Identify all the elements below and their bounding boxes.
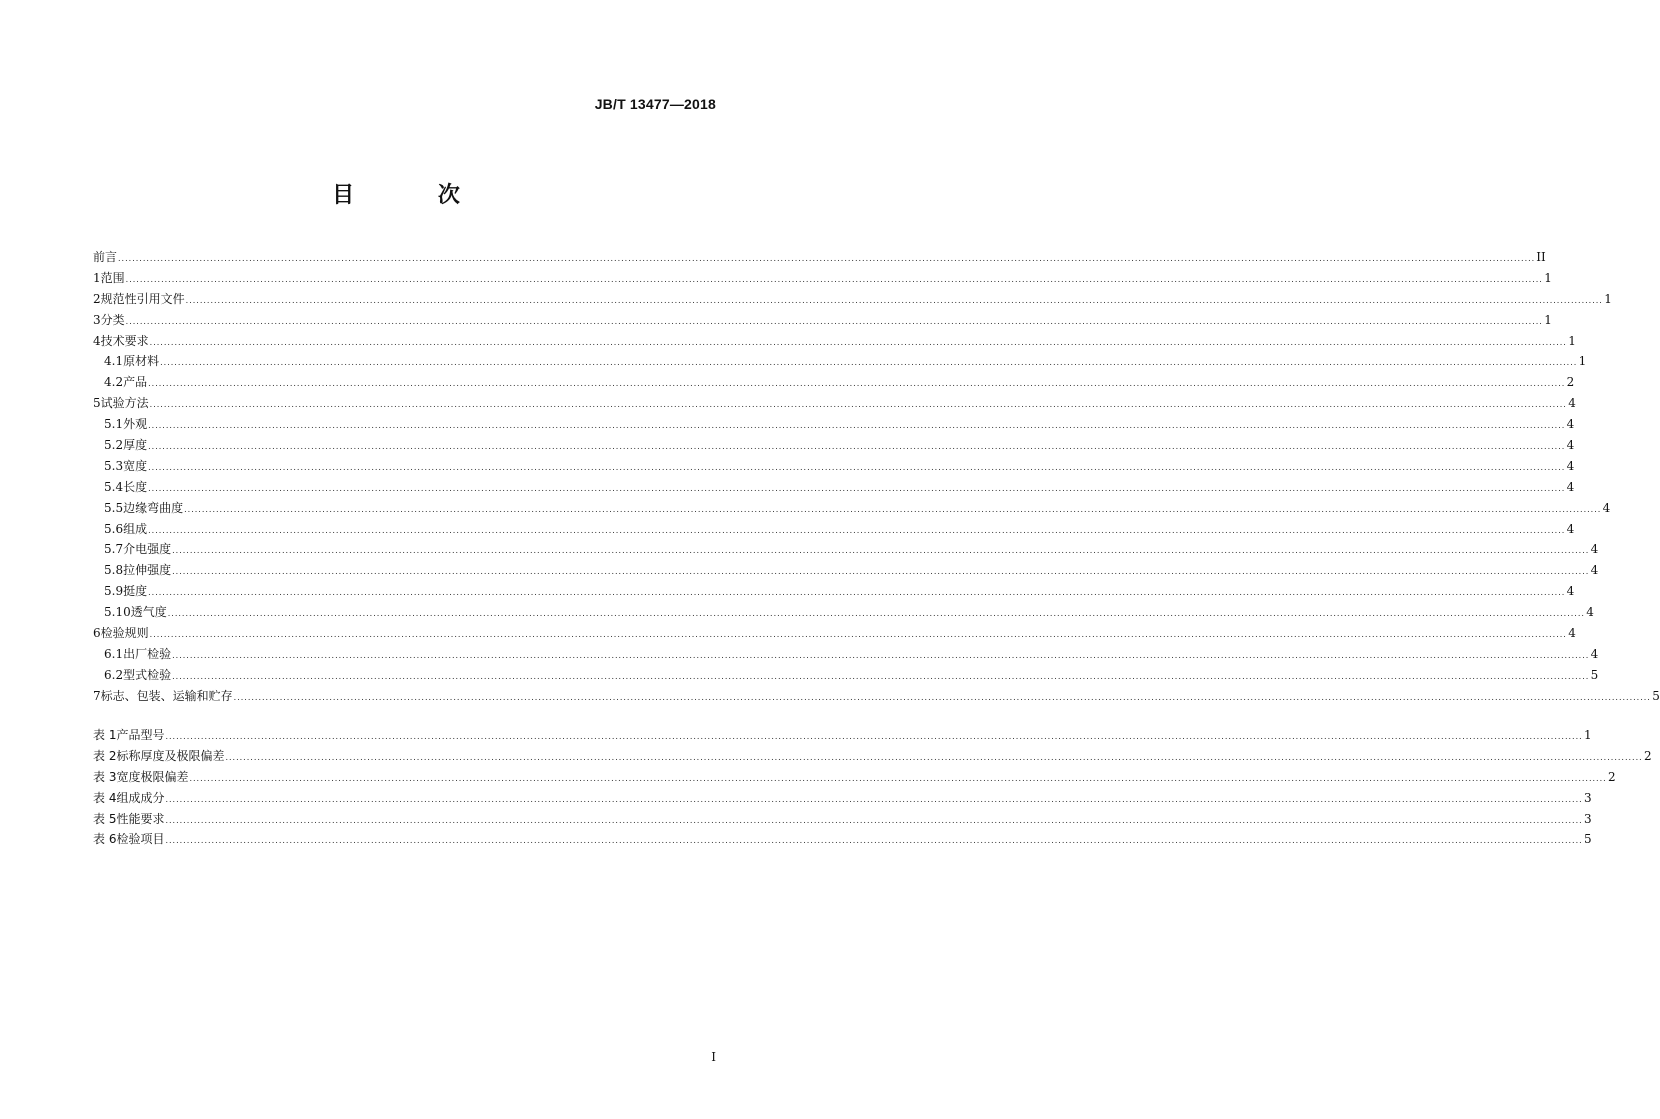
toc-entry-page: 5	[1590, 667, 1599, 682]
list-of-tables	[93, 725, 1652, 850]
dot-leader: ................................................................................................................................................................................................................................................................................................................................................................................................................	[172, 567, 1590, 577]
toc-entry-page: 4	[1602, 500, 1611, 515]
dot-leader: ................................................................................................................................................................................................................................................................................................................................................................................................................	[189, 773, 1607, 783]
toc-entry-number: 表 3	[93, 769, 117, 784]
toc-entry-number: 5.1	[104, 417, 124, 432]
toc-entry[interactable]	[93, 602, 1594, 623]
dot-leader: ................................................................................................................................................................................................................................................................................................................................................................................................................	[148, 525, 1566, 535]
toc-entry-page: 4	[1568, 396, 1576, 411]
toc-entry-page: 4	[1566, 521, 1575, 536]
toc-entry-number: 2	[93, 291, 101, 306]
dot-leader: ................................................................................................................................................................................................................................................................................................................................................................................................................	[225, 752, 1643, 762]
toc-entry-page: 4	[1566, 417, 1575, 432]
dot-leader: ................................................................................................................................................................................................................................................................................................................................................................................................................	[184, 504, 1602, 514]
toc-entry-page: 4	[1590, 542, 1599, 557]
toc-entry[interactable]	[93, 809, 1592, 830]
toc-entry-number: 4.2	[104, 375, 124, 390]
toc-entry-label: 分类	[100, 312, 125, 327]
dot-leader: ................................................................................................................................................................................................................................................................................................................................................................................................................	[165, 815, 1583, 825]
toc-entry[interactable]	[93, 372, 1575, 393]
toc-entry[interactable]	[93, 539, 1599, 560]
dot-leader: ................................................................................................................................................................................................................................................................................................................................................................................................................	[148, 588, 1566, 598]
dot-leader: ................................................................................................................................................................................................................................................................................................................................................................................................................	[165, 836, 1583, 846]
toc-entry-label: 组成成分	[116, 790, 165, 805]
toc-entry-label: 产品型号	[116, 728, 165, 742]
dot-leader: ................................................................................................................................................................................................................................................................................................................................................................................................................	[148, 442, 1566, 452]
toc-entry-label: 透气度	[130, 605, 167, 620]
dot-leader: ................................................................................................................................................................................................................................................................................................................................................................................................................	[165, 732, 1583, 741]
toc-entry-label: 性能要求	[116, 811, 165, 826]
toc-entry-page: 1	[1604, 291, 1612, 306]
toc-entry-number: 6.2	[104, 667, 124, 682]
toc-entry-number: 4	[93, 333, 101, 348]
standard-code: JB/T 13477—2018	[594, 96, 716, 112]
toc-entry[interactable]	[93, 725, 1592, 746]
toc-entry-page: 4	[1590, 646, 1599, 661]
dot-leader: ................................................................................................................................................................................................................................................................................................................................................................................................................	[118, 254, 1536, 263]
toc-entry-page: 1	[1568, 333, 1576, 348]
toc-entry-number: 5.9	[104, 584, 124, 599]
dot-leader: ................................................................................................................................................................................................................................................................................................................................................................................................................	[148, 462, 1566, 472]
toc-entry-page: 4	[1568, 626, 1576, 641]
toc-entry[interactable]	[93, 665, 1599, 686]
toc-entry-number: 表 2	[93, 748, 117, 763]
toc-entry-label: 拉伸强度	[123, 563, 172, 578]
toc-entry-number: 5.6	[104, 521, 124, 536]
toc-entry-page: 4	[1566, 479, 1575, 494]
dot-leader: ................................................................................................................................................................................................................................................................................................................................................................................................................	[125, 316, 1543, 326]
toc-entry[interactable]	[93, 289, 1612, 310]
toc-entry-page: 4	[1566, 458, 1575, 473]
toc-entry-label: 型式检验	[123, 667, 172, 682]
toc-entry-label: 原材料	[123, 354, 160, 369]
toc-entry[interactable]	[93, 477, 1575, 498]
toc-entry-label: 边缘弯曲度	[123, 500, 184, 515]
toc-entry-number: 4.1	[104, 354, 124, 369]
dot-leader: ................................................................................................................................................................................................................................................................................................................................................................................................................	[149, 400, 1567, 410]
toc-entry[interactable]	[93, 414, 1575, 435]
toc-entry-page: 1	[1578, 354, 1587, 369]
toc-entry[interactable]	[93, 829, 1592, 850]
toc-entry-page: 1	[1544, 270, 1552, 285]
toc-entry-number: 7	[93, 688, 101, 703]
dot-leader: ................................................................................................................................................................................................................................................................................................................................................................................................................	[165, 794, 1583, 804]
toc-entry-label: 产品	[123, 375, 148, 390]
dot-leader: ................................................................................................................................................................................................................................................................................................................................................................................................................	[172, 650, 1590, 660]
toc-entry-label: 检验项目	[116, 832, 165, 847]
toc-entry-label: 标称厚度及极限偏差	[116, 748, 225, 763]
toc-entry-number: 表 1	[93, 728, 117, 742]
toc-entry[interactable]	[93, 268, 1552, 289]
toc-entry[interactable]	[93, 247, 1546, 268]
toc-entry-label: 介电强度	[123, 542, 172, 557]
toc-entry-page: 3	[1584, 790, 1592, 805]
toc-entry-page: 4	[1566, 438, 1575, 453]
toc-entry-label: 出厂检验	[123, 646, 172, 661]
table-of-contents	[93, 247, 1660, 707]
toc-entry-label: 厚度	[123, 438, 148, 453]
page-number: I	[711, 1050, 716, 1064]
toc-entry-number: 5.3	[104, 458, 124, 473]
toc-entry[interactable]	[93, 310, 1552, 331]
toc-entry[interactable]	[93, 456, 1575, 477]
toc-entry-label: 宽度极限偏差	[116, 769, 189, 784]
toc-entry-number: 5.10	[104, 605, 131, 620]
toc-entry[interactable]	[93, 435, 1575, 456]
toc-entry-number: 5.7	[104, 542, 124, 557]
toc-entry-page: II	[1536, 250, 1546, 264]
toc-entry-label: 规范性引用文件	[100, 291, 185, 306]
dot-leader: ................................................................................................................................................................................................................................................................................................................................................................................................................	[148, 421, 1566, 431]
toc-entry-page: 2	[1644, 748, 1652, 763]
toc-entry-label: 前言	[93, 250, 118, 264]
toc-entry-number: 5.5	[104, 500, 124, 515]
toc-entry-label: 宽度	[123, 458, 148, 473]
toc-entry-number: 5.8	[104, 563, 124, 578]
toc-entry-label: 长度	[123, 479, 148, 494]
toc-entry-page: 4	[1590, 563, 1599, 578]
toc-entry-page: 5	[1652, 688, 1660, 703]
toc-entry-number: 表 6	[93, 832, 117, 847]
toc-entry-page: 2	[1608, 769, 1616, 784]
toc-entry-page: 4	[1586, 605, 1594, 620]
toc-entry-label: 范围	[100, 270, 125, 285]
toc-entry-page: 3	[1584, 811, 1592, 826]
toc-entry[interactable]	[93, 498, 1611, 519]
toc-entry-number: 3	[93, 312, 101, 327]
toc-entry-label: 挺度	[123, 584, 148, 599]
dot-leader: ................................................................................................................................................................................................................................................................................................................................................................................................................	[172, 546, 1590, 556]
dot-leader: ................................................................................................................................................................................................................................................................................................................................................................................................................	[148, 483, 1566, 493]
toc-entry[interactable]	[93, 393, 1576, 414]
toc-entry[interactable]	[93, 686, 1660, 707]
toc-entry-page: 1	[1584, 728, 1592, 742]
toc-entry-page: 1	[1544, 312, 1552, 327]
toc-entry-label: 外观	[123, 417, 148, 432]
toc-entry-label: 检验规则	[100, 626, 149, 641]
toc-entry[interactable]	[93, 519, 1575, 540]
dot-leader: ................................................................................................................................................................................................................................................................................................................................................................................................................	[148, 379, 1566, 389]
toc-entry-label: 组成	[123, 521, 148, 536]
toc-entry[interactable]	[93, 746, 1652, 767]
toc-entry-number: 5.2	[104, 438, 124, 453]
toc-entry-label: 试验方法	[100, 396, 149, 411]
dot-leader: ................................................................................................................................................................................................................................................................................................................................................................................................................	[149, 630, 1567, 640]
toc-entry-number: 表 5	[93, 811, 117, 826]
toc-entry-page: 5	[1584, 832, 1592, 847]
toc-entry-number: 6	[93, 626, 101, 641]
page-title: 目 次	[332, 183, 498, 208]
toc-entry-number: 1	[93, 270, 101, 285]
toc-entry-number: 表 4	[93, 790, 117, 805]
toc-entry[interactable]	[93, 623, 1576, 644]
toc-entry[interactable]	[93, 788, 1592, 809]
toc-entry[interactable]	[93, 351, 1587, 372]
toc-entry[interactable]	[93, 644, 1599, 665]
dot-leader: ................................................................................................................................................................................................................................................................................................................................................................................................................	[149, 337, 1567, 347]
toc-entry[interactable]	[93, 767, 1616, 788]
toc-entry[interactable]	[93, 581, 1575, 602]
toc-entry[interactable]	[93, 331, 1576, 352]
toc-entry-number: 5	[93, 396, 101, 411]
dot-leader: ................................................................................................................................................................................................................................................................................................................................................................................................................	[125, 274, 1543, 284]
dot-leader: ................................................................................................................................................................................................................................................................................................................................................................................................................	[233, 692, 1651, 702]
toc-entry-label: 技术要求	[100, 333, 149, 348]
toc-entry-number: 5.4	[104, 479, 124, 494]
dot-leader: ................................................................................................................................................................................................................................................................................................................................................................................................................	[160, 358, 1578, 368]
dot-leader: ................................................................................................................................................................................................................................................................................................................................................................................................................	[172, 671, 1590, 681]
toc-entry-page: 2	[1566, 375, 1575, 390]
toc-entry-label: 标志、包装、运输和贮存	[100, 688, 233, 703]
dot-leader: ................................................................................................................................................................................................................................................................................................................................................................................................................	[185, 295, 1603, 305]
toc-entry[interactable]	[93, 560, 1599, 581]
toc-entry-page: 4	[1566, 584, 1575, 599]
toc-entry-number: 6.1	[104, 646, 124, 661]
dot-leader: ................................................................................................................................................................................................................................................................................................................................................................................................................	[167, 609, 1585, 619]
